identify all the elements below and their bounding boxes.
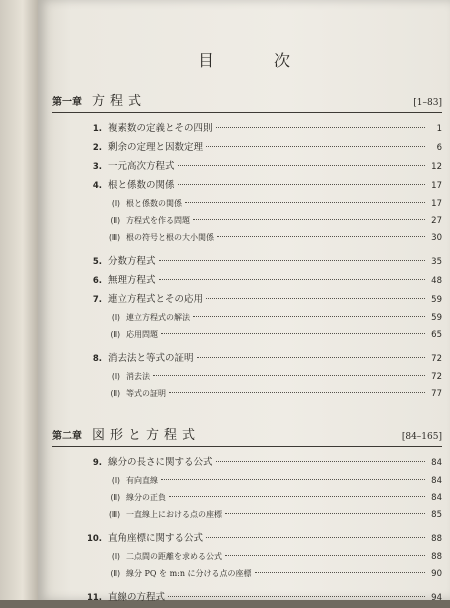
- chapter-page-range: [84–165]: [401, 432, 442, 442]
- leader-dots: [197, 357, 425, 358]
- entry-page: 90: [431, 569, 442, 579]
- leader-dots: [168, 596, 425, 597]
- leader-dots: [153, 375, 425, 376]
- entry-number: (Ⅰ): [111, 372, 120, 381]
- toc-subentry: [52, 368, 442, 385]
- entry-number: 4.: [92, 181, 102, 191]
- toc-entry: [52, 453, 442, 472]
- entry-title: 一直線上における点の座標: [126, 510, 222, 519]
- leader-dots: [206, 146, 425, 147]
- toc-entry: [52, 290, 442, 309]
- leader-dots: [159, 279, 425, 280]
- chapter-heading: [52, 420, 442, 447]
- entry-title: 連立方程式とその応用: [108, 294, 204, 305]
- chapter-title: 図形と方程式: [92, 428, 201, 443]
- entry-page: 48: [431, 276, 442, 286]
- toc-subentry: [52, 195, 442, 212]
- entry-number: (Ⅰ): [111, 313, 120, 322]
- entry-page: 88: [431, 534, 442, 544]
- entry-number: 1.: [92, 124, 102, 134]
- entry-page: 17: [431, 181, 442, 191]
- entry-title: 消去法: [126, 372, 150, 381]
- leader-dots: [169, 392, 425, 393]
- leader-dots: [169, 496, 425, 497]
- entry-title: 複素数の定義とその四則: [108, 123, 213, 134]
- toc-entry: [52, 138, 442, 157]
- entry-number: (Ⅱ): [110, 493, 120, 502]
- chapter-label: 第一章: [52, 97, 82, 108]
- entry-number: 6.: [92, 276, 102, 286]
- entry-page: 85: [431, 510, 442, 520]
- entry-number: (Ⅱ): [110, 569, 120, 578]
- entry-page: 65: [431, 330, 442, 340]
- leader-dots: [217, 236, 425, 237]
- entry-title: 剰余の定理と因数定理: [108, 142, 204, 153]
- entry-title: 線分の正負: [126, 493, 166, 502]
- entry-title: 分数方程式: [108, 256, 156, 267]
- entry-title: 応用問題: [126, 330, 158, 339]
- entry-number: (Ⅰ): [111, 476, 120, 485]
- entry-title: 無理方程式: [108, 275, 156, 286]
- entry-number: 8.: [92, 354, 102, 364]
- entry-title: 根と係数の関係: [126, 199, 182, 208]
- entry-page: 88: [431, 552, 442, 562]
- toc-subentry: [52, 212, 442, 229]
- entry-title: 根と係数の関係: [108, 180, 175, 191]
- entry-number: (Ⅱ): [110, 389, 120, 398]
- entry-number: (Ⅰ): [111, 552, 120, 561]
- entry-page: 94: [431, 593, 442, 603]
- chapter-heading: [52, 86, 442, 113]
- toc-entry: [52, 176, 442, 195]
- entry-title: 二点間の距離を求める公式: [126, 552, 222, 561]
- chapter-page-range: [1–83]: [413, 98, 442, 108]
- entry-title: 有向直線: [126, 476, 158, 485]
- previous-page-edge: [0, 0, 38, 600]
- leader-dots: [178, 165, 425, 166]
- toc-subentry: [52, 229, 442, 246]
- leader-dots: [216, 461, 425, 462]
- toc-entry: [52, 529, 442, 548]
- leader-dots: [161, 479, 425, 480]
- toc-entry: [52, 349, 442, 368]
- entry-page: 77: [431, 389, 442, 399]
- toc-subentry: [52, 565, 442, 582]
- entry-page: 59: [431, 295, 442, 305]
- leader-dots: [185, 202, 425, 203]
- toc-entry: [52, 252, 442, 271]
- toc-subentry: [52, 326, 442, 343]
- page-title: 目 次: [197, 51, 312, 70]
- table-of-contents: [52, 86, 442, 607]
- entry-title: 等式の証明: [126, 389, 166, 398]
- toc-subentry: [52, 309, 442, 326]
- leader-dots: [178, 184, 425, 185]
- leader-dots: [193, 219, 425, 220]
- leader-dots: [206, 537, 425, 538]
- entry-page: 84: [431, 458, 442, 468]
- entry-title: 消去法と等式の証明: [108, 353, 194, 364]
- toc-subentry: [52, 489, 442, 506]
- leader-dots: [225, 555, 425, 556]
- entry-number: (Ⅲ): [108, 233, 120, 242]
- toc-entry: [52, 157, 442, 176]
- entry-page: 27: [431, 216, 442, 226]
- entry-page: 35: [431, 257, 442, 267]
- entry-number: 3.: [92, 162, 102, 172]
- entry-page: 30: [431, 233, 442, 243]
- entry-page: 6: [436, 143, 442, 153]
- leader-dots: [206, 298, 425, 299]
- entry-title: 根の符号と根の大小関係: [126, 233, 214, 242]
- leader-dots: [216, 127, 425, 128]
- leader-dots: [159, 260, 425, 261]
- entry-title: 線分 PQ を m:n に分ける点の座標: [126, 569, 252, 578]
- entry-number: (Ⅰ): [111, 199, 120, 208]
- toc-page: [38, 0, 450, 603]
- entry-number: (Ⅲ): [108, 510, 120, 519]
- entry-page: 84: [431, 476, 442, 486]
- entry-number: 11.: [86, 593, 102, 603]
- leader-dots: [161, 333, 425, 334]
- entry-page: 84: [431, 493, 442, 503]
- entry-title: 一元高次方程式: [108, 161, 175, 172]
- entry-title: 方程式を作る問題: [126, 216, 190, 225]
- entry-title: 直角座標に関する公式: [108, 533, 204, 544]
- toc-subentry: [52, 548, 442, 565]
- toc-entry: [52, 588, 442, 607]
- entry-page: 72: [431, 372, 442, 382]
- entry-title: 直線の方程式: [108, 592, 166, 603]
- chapter-label: 第二章: [52, 431, 82, 442]
- leader-dots: [225, 513, 425, 514]
- entry-title: 線分の長さに関する公式: [108, 457, 213, 468]
- toc-entry: [52, 271, 442, 290]
- entry-number: 10.: [86, 534, 102, 544]
- entry-page: 72: [431, 354, 442, 364]
- leader-dots: [255, 572, 425, 573]
- entry-number: 2.: [92, 143, 102, 153]
- entry-number: (Ⅱ): [110, 216, 120, 225]
- toc-subentry: [52, 472, 442, 489]
- toc-subentry: [52, 385, 442, 402]
- entry-page: 1: [436, 124, 442, 134]
- toc-entry: [52, 119, 442, 138]
- toc-subentry: [52, 506, 442, 523]
- entry-number: 9.: [92, 458, 102, 468]
- entry-number: 7.: [92, 295, 102, 305]
- entry-number: (Ⅱ): [110, 330, 120, 339]
- entry-page: 17: [431, 199, 442, 209]
- entry-title: 連立方程式の解法: [126, 313, 190, 322]
- leader-dots: [193, 316, 425, 317]
- chapter-title: 方程式: [92, 94, 147, 109]
- entry-page: 12: [431, 162, 442, 172]
- entry-page: 59: [431, 313, 442, 323]
- entry-number: 5.: [92, 257, 102, 267]
